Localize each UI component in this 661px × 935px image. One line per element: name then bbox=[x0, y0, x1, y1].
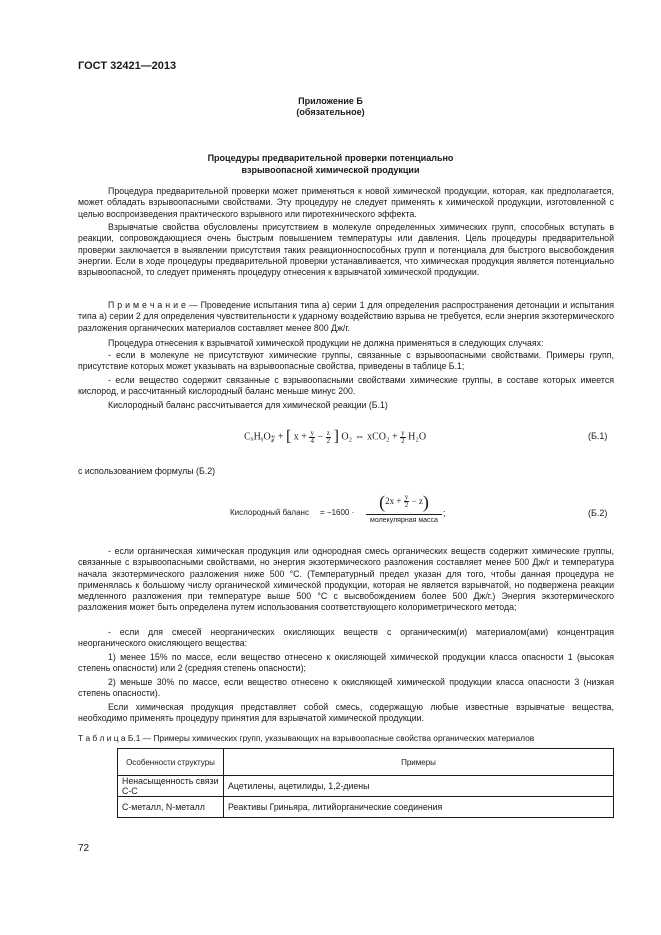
paragraph-cases-intro: Процедура отнесения к взрывчатой химической продукции не должна применяться в следующих случаях: bbox=[108, 338, 544, 348]
equation-b2-numerator: (2x + $\frac{y}{2}$ − z) bbox=[379, 491, 429, 512]
table-caption-label: Т а б л и ц а Б.1 bbox=[78, 733, 141, 743]
table-header-row bbox=[118, 749, 614, 776]
paragraph-case-no-groups: - если в молекуле не присутствуют химические группы, связанные с взрывоопасными свойствами. Примеры групп, присутствие которых может указывать на взрывоопасные свойства, приведены в таблице Б.1; bbox=[78, 350, 614, 372]
table-caption bbox=[78, 733, 614, 744]
paragraph-formula-ref: с использованием формулы (Б.2) bbox=[78, 466, 216, 476]
equation-b1: CₓHᵧO𝓏 + [ x + $\frac{y}{4}$ − $\frac{z}{2}$ ] O₂ ⇔ xCO₂ + $\frac{y}{2}$ H₂O bbox=[244, 428, 427, 445]
table-cell: Ненасыщенность связи С-С bbox=[118, 776, 224, 797]
equation-b2-number: (Б.2) bbox=[588, 508, 608, 518]
appendix-status: (обязательное) bbox=[296, 107, 365, 117]
section-title-line1: Процедуры предварительной проверки потенциально bbox=[207, 153, 454, 163]
note-label: П р и м е ч а н и е bbox=[108, 300, 186, 310]
paragraph-intro: Процедура предварительной проверки может применяться к новой химической продукции, которая, как предполагается, может обладать взрывоопасными свойствами. Эту процедуру не следует применять к химической продукции, изготовленной с целью воспроизведения практического взрывного или пиротехнического эффекта. bbox=[78, 186, 614, 219]
equation-b2-coefficient: = −1600 · bbox=[320, 508, 355, 517]
fraction-y-2: $\frac{y}{2}$ bbox=[401, 428, 405, 445]
paragraph-case-oxygen: - если вещество содержит связанные с взрывоопасными свойствами химические группы, в составе которых имеется кислород, и рассчитанный кислородный баланс меньше минус 200. bbox=[78, 375, 614, 397]
table-header-structure: Особенности структуры bbox=[118, 749, 224, 776]
equation-b1-minus: − bbox=[317, 431, 324, 443]
paragraph-explosive-properties: Взрывчатые свойства обусловлены присутствием в молекуле определенных химических групп, способных вступать в реакции, сопровождающиеся очень быстрым повышением температуры или давления. Цель процедуры предварительной проверки заключается в выявлении присутствия таких реакционноспособных групп и потенциала для быстрого высвобождения энергии. Если в ходе процедуры предварительной проверки устанавливается, что химическая продукция является потенциально взрывоопасной, то следует применять процедуру отнесения к взрывчатой химической продукции. bbox=[78, 222, 614, 278]
fraction-z-2: $\frac{z}{2}$ bbox=[326, 428, 331, 445]
paragraph-case-mixtures: - если для смесей неорганических окисляющих веществ с органическим(и) материалом(ами) концентрация неорганического окисляющего вещества: bbox=[78, 627, 614, 649]
note-text: — Проведение испытания типа а) серии 1 для определения распространения детонации и испытания типа а) серии 2 для определения чувствительности к ударному воздействию взрыва не требуется, если энергия экзотермического разложения органических материалов составляет менее 800 Дж/г. bbox=[78, 300, 614, 333]
paragraph-mixture-acceptance: Если химическая продукция представляет собой смесь, содержащую любые известные взрывчатые вещества, необходимо применять процедуру принятия для взрывчатой химической продукции. bbox=[78, 702, 614, 724]
table-explosive-groups bbox=[117, 748, 614, 818]
equation-b1-x-plus: x + bbox=[293, 431, 307, 443]
document-header: ГОСТ 32421—2013 bbox=[78, 60, 177, 72]
equation-b1-products: O₂ ⇔ xCO₂ + bbox=[341, 431, 398, 443]
table-cell: Ацетилены, ацетилиды, 1,2-диены bbox=[224, 776, 614, 797]
equation-b2-fraction bbox=[366, 488, 442, 524]
equation-b2-semicolon: ; bbox=[443, 508, 446, 518]
table-header-examples: Примеры bbox=[224, 749, 614, 776]
note bbox=[78, 300, 614, 334]
equation-b1-reactant: CₓHᵧO𝓏 + bbox=[244, 431, 284, 443]
equation-b2 bbox=[230, 488, 450, 530]
equation-b2-denominator: молекулярная масса bbox=[366, 514, 442, 524]
paragraph-oxygen-balance: Кислородный баланс рассчитывается для химической реакции (Б.1) bbox=[108, 400, 388, 410]
paragraph-class-1-2: 1) менее 15% по массе, если вещество отнесено к окисляющей химической продукции класса опасности 1 (высокая степень опасности) или 2 (средняя степень опасности); bbox=[78, 652, 614, 674]
paragraph-class-3: 2) меньше 30% по массе, если вещество отнесено к окисляющей химической продукции класса опасности 3 (низкая степень опасности). bbox=[78, 677, 614, 699]
appendix-title: Приложение Б bbox=[298, 96, 363, 106]
table-caption-text: — Примеры химических групп, указывающих на взрывоопасные свойства органических материалов bbox=[140, 733, 535, 743]
table-cell: С-металл, N-металл bbox=[118, 797, 224, 818]
section-title-line2: взрывоопасной химической продукции bbox=[241, 165, 420, 175]
table-row bbox=[118, 776, 614, 797]
equation-b1-number: (Б.1) bbox=[588, 431, 608, 441]
page-number: 72 bbox=[78, 843, 90, 854]
equation-b2-label: Кислородный баланс bbox=[230, 508, 309, 517]
table-cell: Реактивы Гриньяра, литийорганические соединения bbox=[224, 797, 614, 818]
paragraph-case-organic: - если органическая химическая продукция или однородная смесь органических веществ содержит химические группы, связанные с взрывоопасными свойствами, но энергия экзотермического разложения составляет менее 500 Дж/г и температура начала экзотермического разложения ниже 500 °С. (Температурный предел указан для того, чтобы данная процедура не применялась к большому числу органической химической продукции, которая не является взрывчатой, но подвержена реакции медленного разложения при температуре выше 500 °С с высвобождением более 500 Дж/г.) Энергия экзотермического разложения может быть определена путем использования соответствующего колориметрического метода; bbox=[78, 546, 614, 613]
table-row bbox=[118, 797, 614, 818]
fraction-y-4: $\frac{y}{4}$ bbox=[310, 428, 314, 445]
equation-b1-water: H₂O bbox=[408, 431, 427, 443]
